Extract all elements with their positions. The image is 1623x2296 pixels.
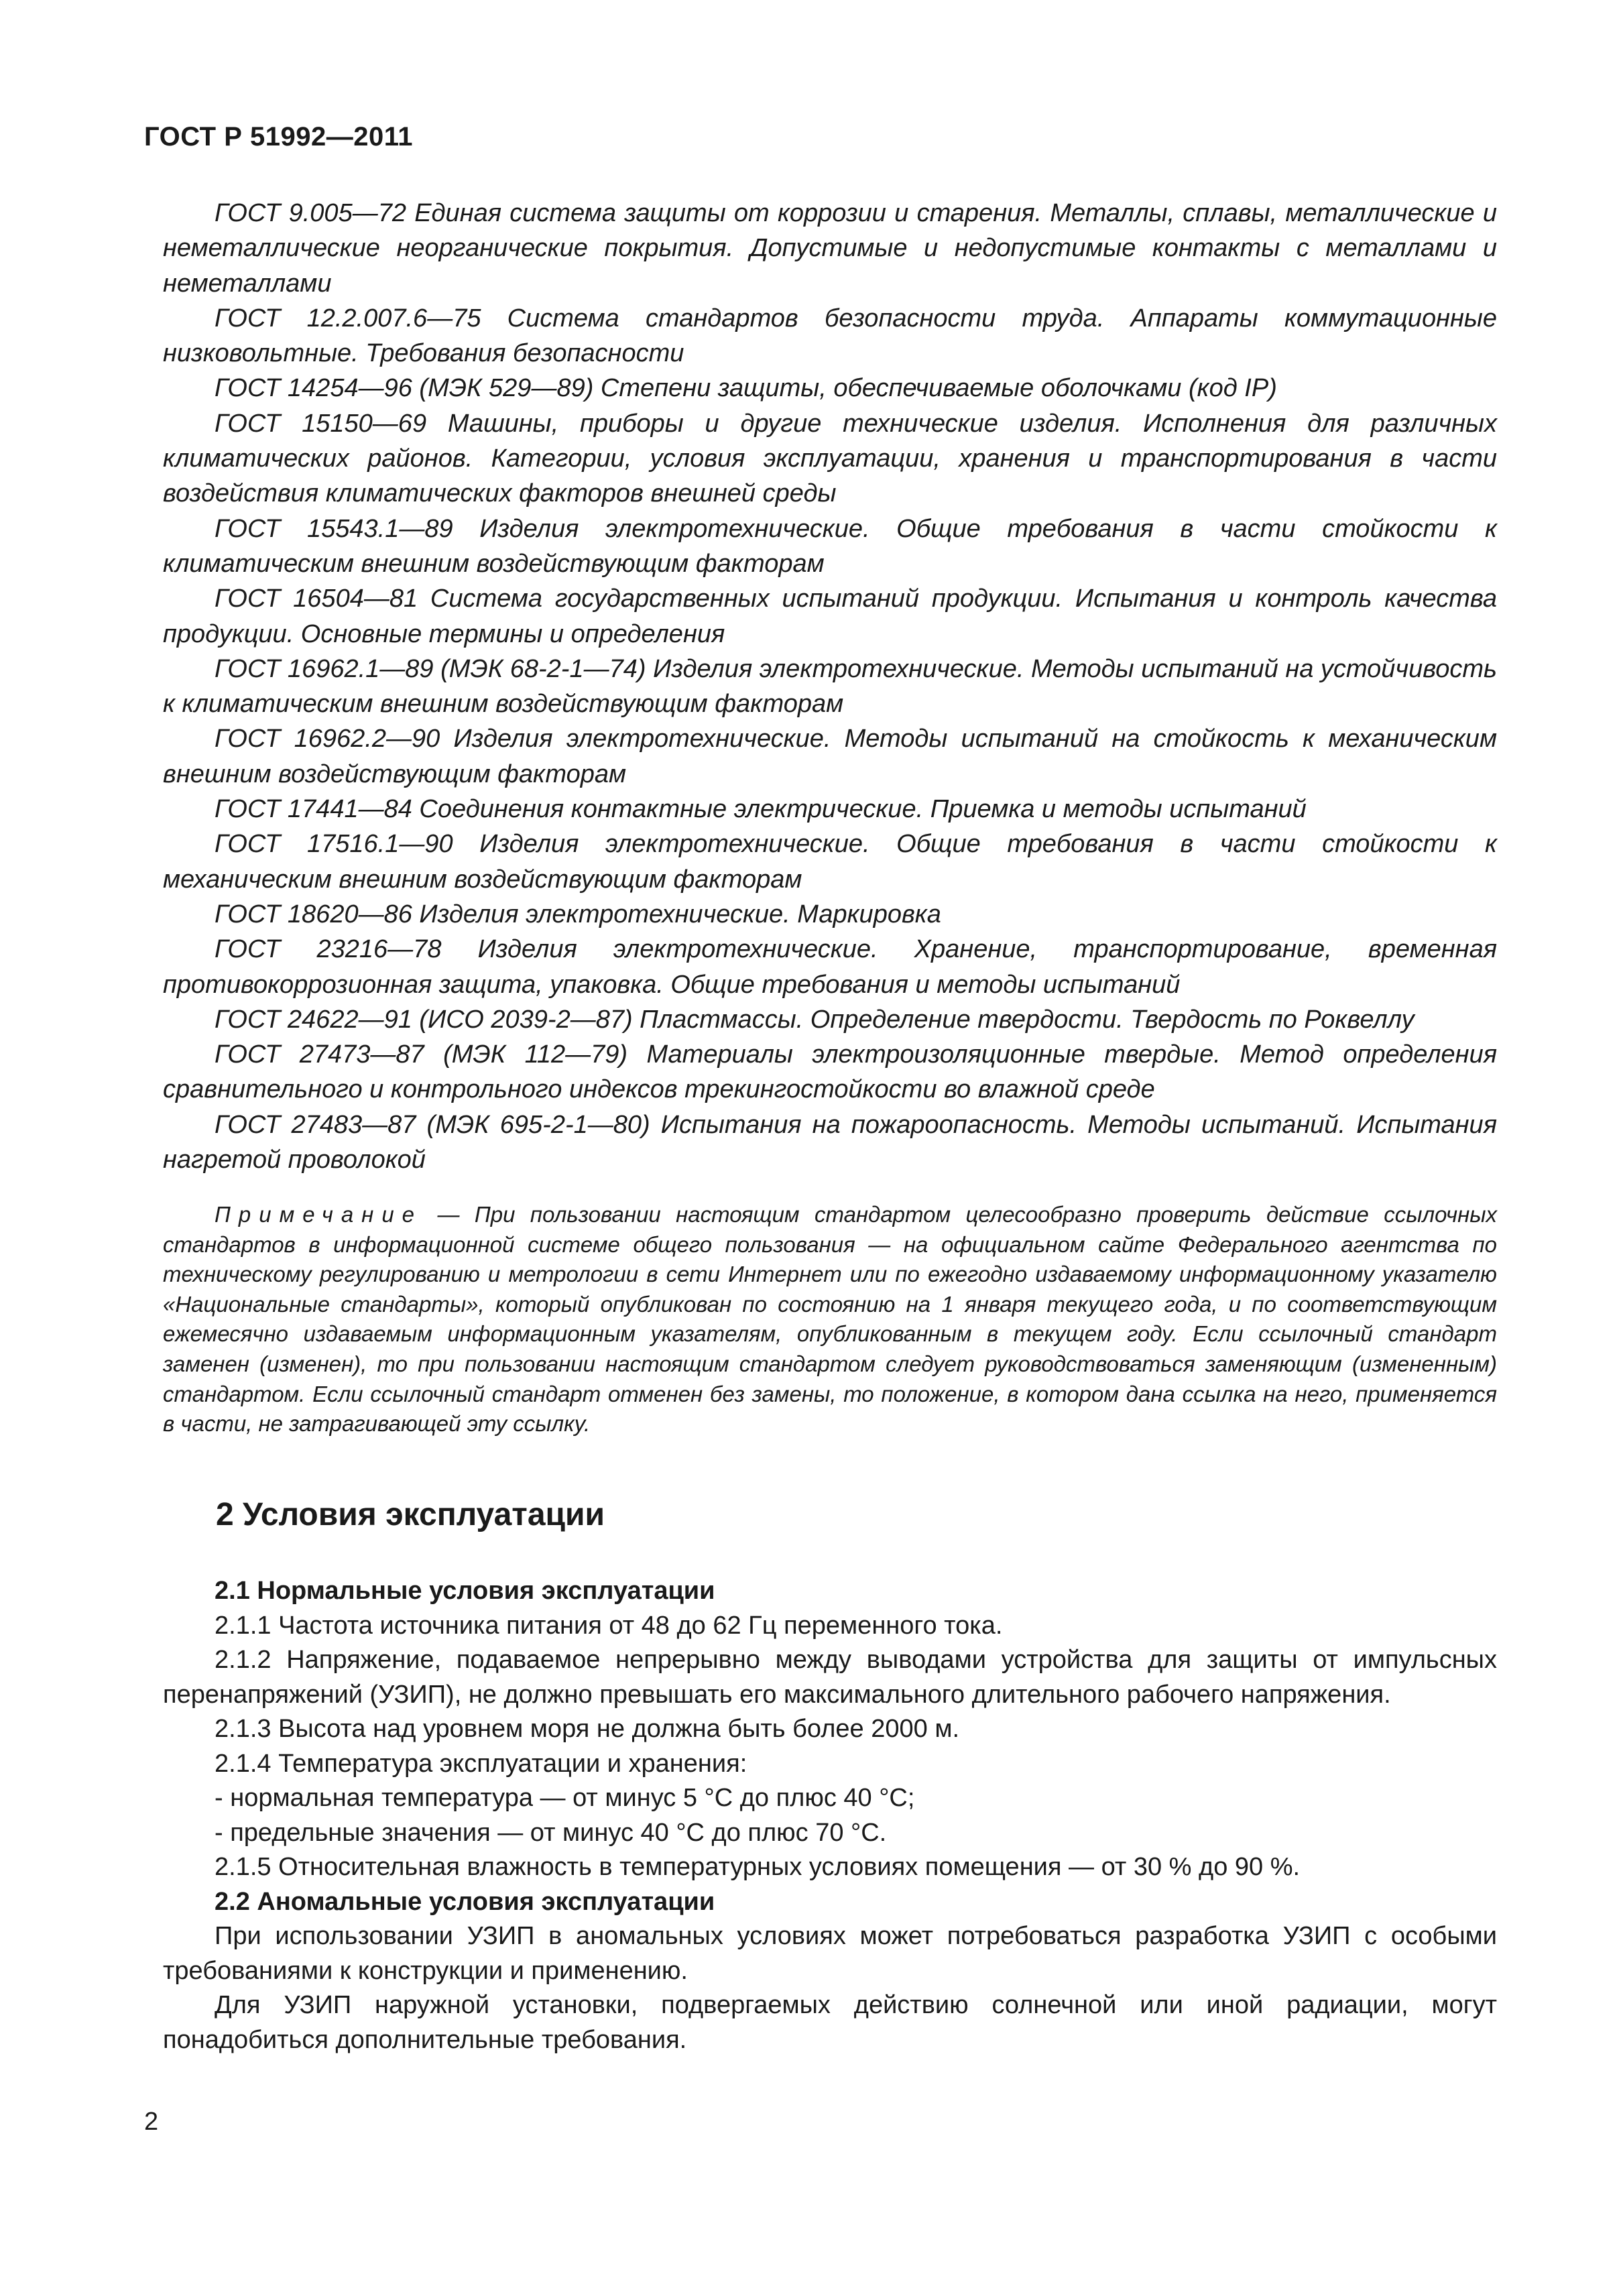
note-text: — При пользовании настоящим стандартом целесообразно проверить действие ссылочных стандартов в информационной системе общего пользования — на официальном сайте Федерального агентства по техническому регулированию и метрологии в сети Интернет или по ежегодно издаваемому информационному указателю «Национальные стандарты», который опубликован по состоянию на 1 января текущего года, и по соответствующим ежемесячно издаваемым информационным указателям, опубликованным в текущем году. Если ссылочный стандарт заменен (изменен), то при пользовании настоящим стандартом следует руководствоваться заменяющим (измененным) стандартом. Если ссылочный стандарт отменен без замены, то положение, в котором дана ссылка на него, применяется в части, не затрагивающей эту ссылку. <box>163 1202 1498 1437</box>
reference-item: ГОСТ 16962.2—90 Изделия электротехнические. Методы испытаний на стойкость к механическим внешним воздействующим факторам <box>163 725 1497 788</box>
reference-item: ГОСТ 24622—91 (ИСО 2039-2—87) Пластмассы. Определение твердости. Твердость по Роквеллу <box>215 1005 1415 1034</box>
subsection-heading: 2.1 Нормальные условия эксплуатации <box>215 1577 715 1605</box>
paragraph: 2.1.2 Напряжение, подаваемое непрерывно между выводами устройства для защиты от импульсных перенапряжений (УЗИП), не должно превышать его максимального длительного рабочего напряжения. <box>163 1646 1497 1709</box>
list-item: - нормальная температура — от минус 5 °С до плюс 40 °С; <box>215 1784 915 1812</box>
paragraph: При использовании УЗИП в аномальных условиях может потребоваться разработка УЗИП с особыми требованиями к конструкции и применению. <box>163 1922 1497 1985</box>
normative-references-list <box>163 196 1497 1177</box>
reference-item: ГОСТ 15543.1—89 Изделия электротехнические. Общие требования в части стойкости к климатическим внешним воздействующим факторам <box>163 514 1497 578</box>
reference-item: ГОСТ 15150—69 Машины, приборы и другие технические изделия. Исполнения для различных климатических районов. Категории, условия эксплуатации, хранения и транспортирования в части воздействия климатических факторов внешней среды <box>163 409 1497 508</box>
paragraph: 2.1.3 Высота над уровнем моря не должна быть более 2000 м. <box>215 1715 959 1743</box>
reference-item: ГОСТ 18620—86 Изделия электротехнические. Маркировка <box>215 900 941 928</box>
note-label: Примечание <box>215 1202 423 1227</box>
reference-item: ГОСТ 9.005—72 Единая система защиты от коррозии и старения. Металлы, сплавы, металлические и неметаллические неорганические покрытия. Допустимые и недопустимые контакты с металлами и неметаллами <box>163 199 1497 298</box>
reference-item: ГОСТ 17516.1—90 Изделия электротехнические. Общие требования в части стойкости к механическим внешним воздействующим факторам <box>163 830 1497 894</box>
section-title: 2 Условия эксплуатации <box>216 1497 605 1532</box>
reference-item: ГОСТ 17441—84 Соединения контактные электрические. Приемка и методы испытаний <box>215 795 1307 824</box>
paragraph: Для УЗИП наружной установки, подвергаемых действию солнечной или иной радиации, могут понадобиться дополнительные требования. <box>163 1991 1497 2054</box>
reference-item: ГОСТ 12.2.007.6—75 Система стандартов безопасности труда. Аппараты коммутационные низковольтные. Требования безопасности <box>163 304 1497 368</box>
reference-item: ГОСТ 16962.1—89 (МЭК 68-2-1—74) Изделия электротехнические. Методы испытаний на устойчивость к климатическим внешним воздействующим факторам <box>163 654 1497 719</box>
reference-item: ГОСТ 16504—81 Система государственных испытаний продукции. Испытания и контроль качества продукции. Основные термины и определения <box>163 585 1497 648</box>
reference-item: ГОСТ 27473—87 (МЭК 112—79) Материалы электроизоляционные твердые. Метод определения сравнительного и контрольного индексов трекингостойкости во влажной среде <box>163 1040 1497 1104</box>
note-block <box>163 1200 1497 1439</box>
subsection-heading: 2.2 Аномальные условия эксплуатации <box>215 1887 715 1916</box>
page-number: 2 <box>144 2108 159 2136</box>
reference-item: ГОСТ 14254—96 (МЭК 529—89) Степени защиты, обеспечиваемые оболочками (код IP) <box>215 374 1277 403</box>
paragraph: 2.1.5 Относительная влажность в температурных условиях помещения — от 30 % до 90 %. <box>215 1853 1301 1881</box>
list-item: - предельные значения — от минус 40 °С до плюс 70 °С. <box>215 1818 887 1847</box>
section-body <box>163 1574 1497 2057</box>
paragraph: 2.1.4 Температура эксплуатации и хранения: <box>215 1749 747 1778</box>
reference-item: ГОСТ 27483—87 (МЭК 695-2-1—80) Испытания на пожароопасность. Методы испытаний. Испытания нагретой проволокой <box>163 1110 1497 1174</box>
paragraph: 2.1.1 Частота источника питания от 48 до 62 Гц переменного тока. <box>215 1611 1003 1640</box>
document-header: ГОСТ Р 51992—2011 <box>144 122 413 152</box>
reference-item: ГОСТ 23216—78 Изделия электротехнические. Хранение, транспортирование, временная противокоррозионная защита, упаковка. Общие требования и методы испытаний <box>163 935 1497 999</box>
